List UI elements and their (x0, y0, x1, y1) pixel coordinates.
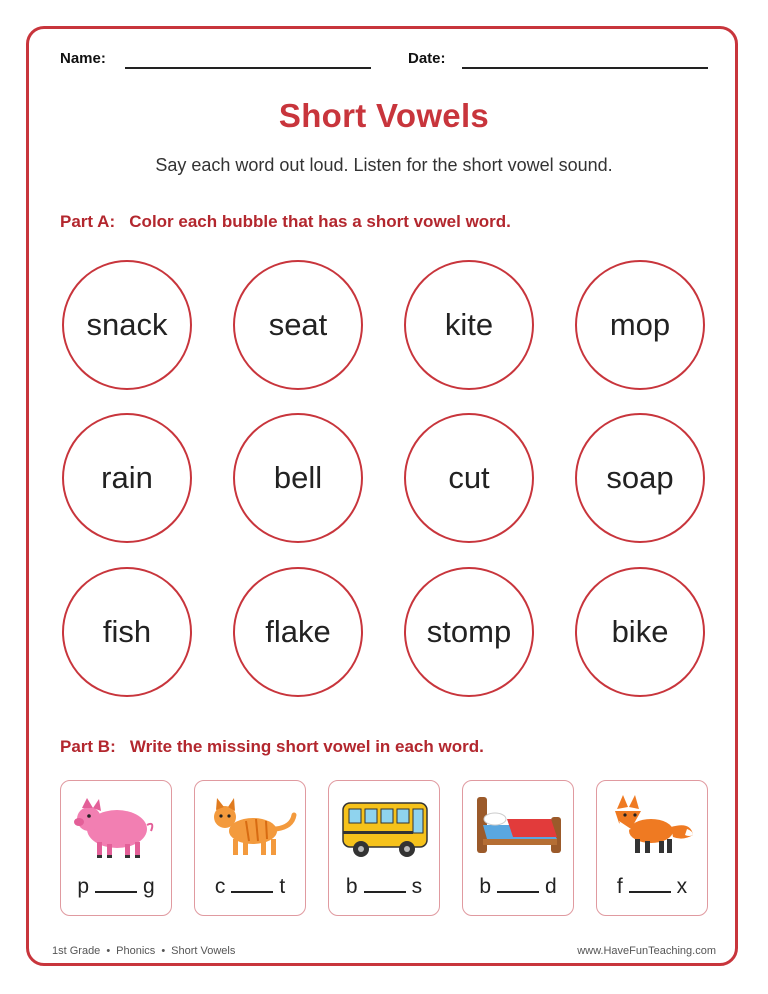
date-field[interactable] (462, 67, 708, 69)
part-b-heading (60, 737, 484, 757)
missing-vowel-word (463, 875, 573, 899)
word-bubble-rain[interactable] (62, 413, 192, 543)
last-letter: x (676, 875, 688, 898)
word-card-cat (194, 780, 306, 916)
last-letter: d (545, 875, 557, 898)
last-letter: s (411, 875, 423, 898)
bubble-word: seat (268, 307, 328, 342)
bubble-word: bell (273, 460, 323, 495)
word-card-bed (462, 780, 574, 916)
bubble-word: rain (101, 460, 153, 495)
word-bubble-bike[interactable] (575, 567, 705, 697)
word-bubble-seat[interactable] (233, 260, 363, 390)
last-letter: t (279, 875, 286, 898)
footer-site[interactable]: www.HaveFunTeaching.com (577, 945, 716, 957)
footer-crumb-topic: Short Vowels (171, 945, 236, 957)
date-label: Date: (408, 50, 446, 67)
pig-icon (67, 789, 167, 863)
first-letter: c (214, 875, 226, 898)
cat-icon (201, 789, 301, 863)
missing-vowel-word (597, 875, 707, 899)
bubble-word: cut (448, 460, 490, 495)
vowel-blank[interactable] (629, 891, 671, 893)
footer-crumb-subject: Phonics (116, 945, 156, 957)
vowel-blank[interactable] (497, 891, 539, 893)
part-a-heading (60, 212, 511, 232)
bubble-word: flake (265, 614, 331, 649)
first-letter: p (77, 875, 89, 898)
word-bubble-cut[interactable] (404, 413, 534, 543)
word-bubble-kite[interactable] (404, 260, 534, 390)
word-bubble-bell[interactable] (233, 413, 363, 543)
last-letter: g (143, 875, 155, 898)
part-b-instruction: Write the missing short vowel in each word. (129, 737, 484, 756)
bubble-word: stomp (426, 614, 512, 649)
bubble-word: kite (444, 307, 494, 342)
part-a-instruction: Color each bubble that has a short vowel word. (129, 212, 511, 231)
word-bubble-fish[interactable] (62, 567, 192, 697)
bus-icon (335, 789, 435, 863)
vowel-blank[interactable] (364, 891, 406, 893)
word-card-bus (328, 780, 440, 916)
word-bubble-soap[interactable] (575, 413, 705, 543)
bubble-word: snack (86, 307, 168, 342)
name-label: Name: (60, 50, 106, 67)
first-letter: b (479, 875, 491, 898)
bubble-word: fish (102, 614, 152, 649)
word-bubble-mop[interactable] (575, 260, 705, 390)
footer-breadcrumb: 1st Grade • Phonics • Short Vowels (52, 945, 236, 957)
bed-icon (469, 789, 569, 863)
vowel-blank[interactable] (231, 891, 273, 893)
name-field[interactable] (125, 67, 371, 69)
missing-vowel-word (195, 875, 305, 899)
bubble-word: bike (611, 614, 669, 649)
word-card-fox (596, 780, 708, 916)
word-card-pig (60, 780, 172, 916)
missing-vowel-word (61, 875, 171, 899)
missing-vowel-word (329, 875, 439, 899)
first-letter: b (345, 875, 358, 898)
fox-icon (603, 789, 703, 863)
word-bubble-flake[interactable] (233, 567, 363, 697)
worksheet-subtitle: Say each word out loud. Listen for the short vowel sound. (155, 155, 613, 175)
part-b-label: Part B: (60, 737, 116, 756)
vowel-blank[interactable] (95, 891, 137, 893)
bubble-word: mop (609, 307, 671, 342)
worksheet-title: Short Vowels (278, 97, 490, 134)
word-bubble-stomp[interactable] (404, 567, 534, 697)
part-a-label: Part A: (60, 212, 116, 231)
first-letter: f (616, 875, 623, 898)
footer-crumb-grade: 1st Grade (52, 945, 101, 957)
word-bubble-snack[interactable] (62, 260, 192, 390)
bubble-word: soap (606, 460, 674, 495)
